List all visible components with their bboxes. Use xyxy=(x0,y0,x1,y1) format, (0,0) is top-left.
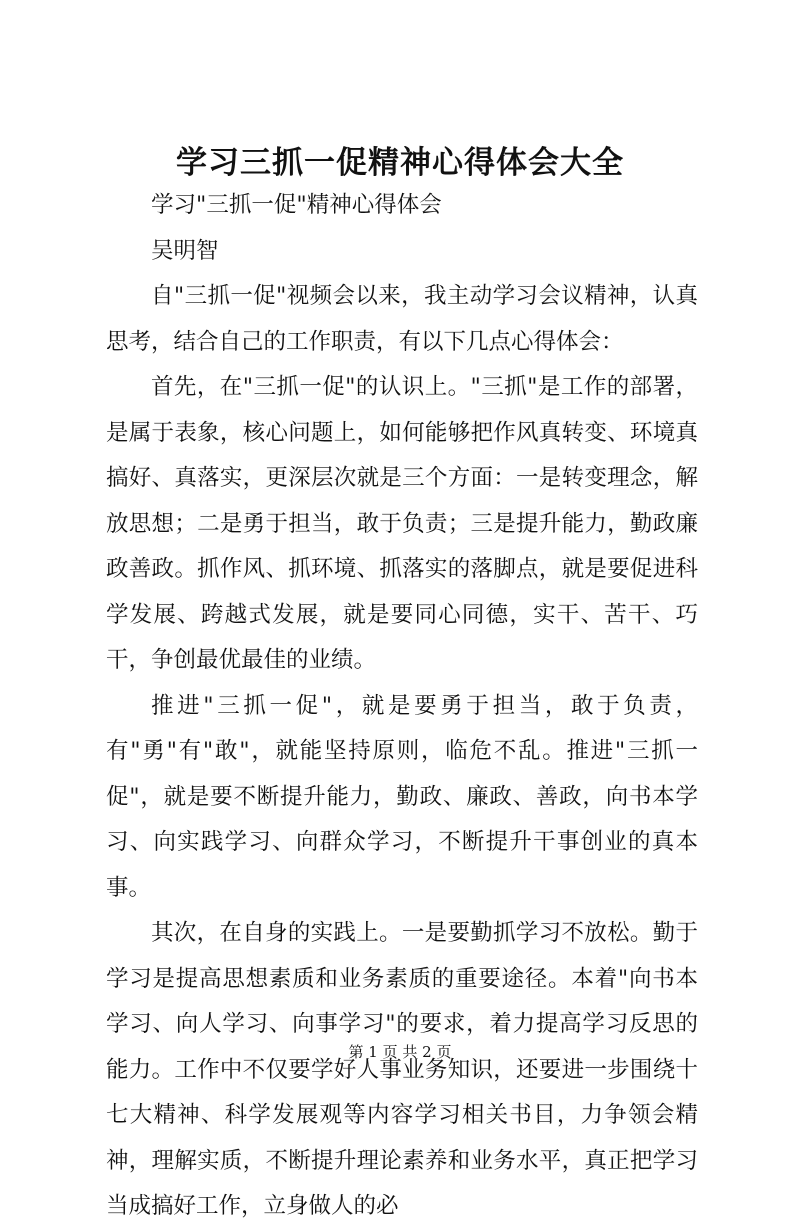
body-paragraph: 自"三抓一促"视频会以来，我主动学习会议精神，认真思考，结合自己的工作职责，有以下几点心得体会： xyxy=(106,283,698,355)
body-paragraph: 首先，在"三抓一促"的认识上。"三抓"是工作的部署，是属于表象，核心问题上，如何能够把作风真转变、环境真搞好、真落实，更深层次就是三个方面：一是转变理念，解放思想；二是勇于担当，敢于负责；三是提升能力，勤政廉政善政。抓作风、抓环境、抓落实的落脚点，就是要促进科学发展、跨越式发展，就是要同心同德，实干、苦干、巧干，争创最优最佳的业绩。 xyxy=(106,374,698,673)
body-paragraph: 推进"三抓一促"，就是要勇于担当，敢于负责，有"勇"有"敢"，就能坚持原则，临危不乱。推进"三抓一促"，就是要不断提升能力，勤政、廉政、善政，向书本学习、向实践学习、向群众学习，不断提升干事创业的真本事。 xyxy=(106,692,698,901)
subtitle-paragraph: 学习"三抓一促"精神心得体会 xyxy=(151,192,442,218)
body-paragraph: 其次，在自身的实践上。一是要勤抓学习不放松。勤于学习是提高思想素质和业务素质的重要途径。本着"向书本学习、向人学习、向事学习"的要求，着力提高学习反思的能力。工作中不仅要学好人事业务知识，还要进一步围绕十七大精神、科学发展观等内容学习相关书目，力争领会精神，理解实质，不断提升理论素养和业务水平，真正把学习当成搞好工作，立身做人的必 xyxy=(106,920,698,1219)
document-title: 学习三抓一促精神心得体会大全 xyxy=(176,145,624,181)
page-footer: 第 1 页 共 2 页 xyxy=(348,1043,452,1061)
document-body xyxy=(106,183,698,1230)
author-paragraph: 吴明智 xyxy=(151,237,219,264)
